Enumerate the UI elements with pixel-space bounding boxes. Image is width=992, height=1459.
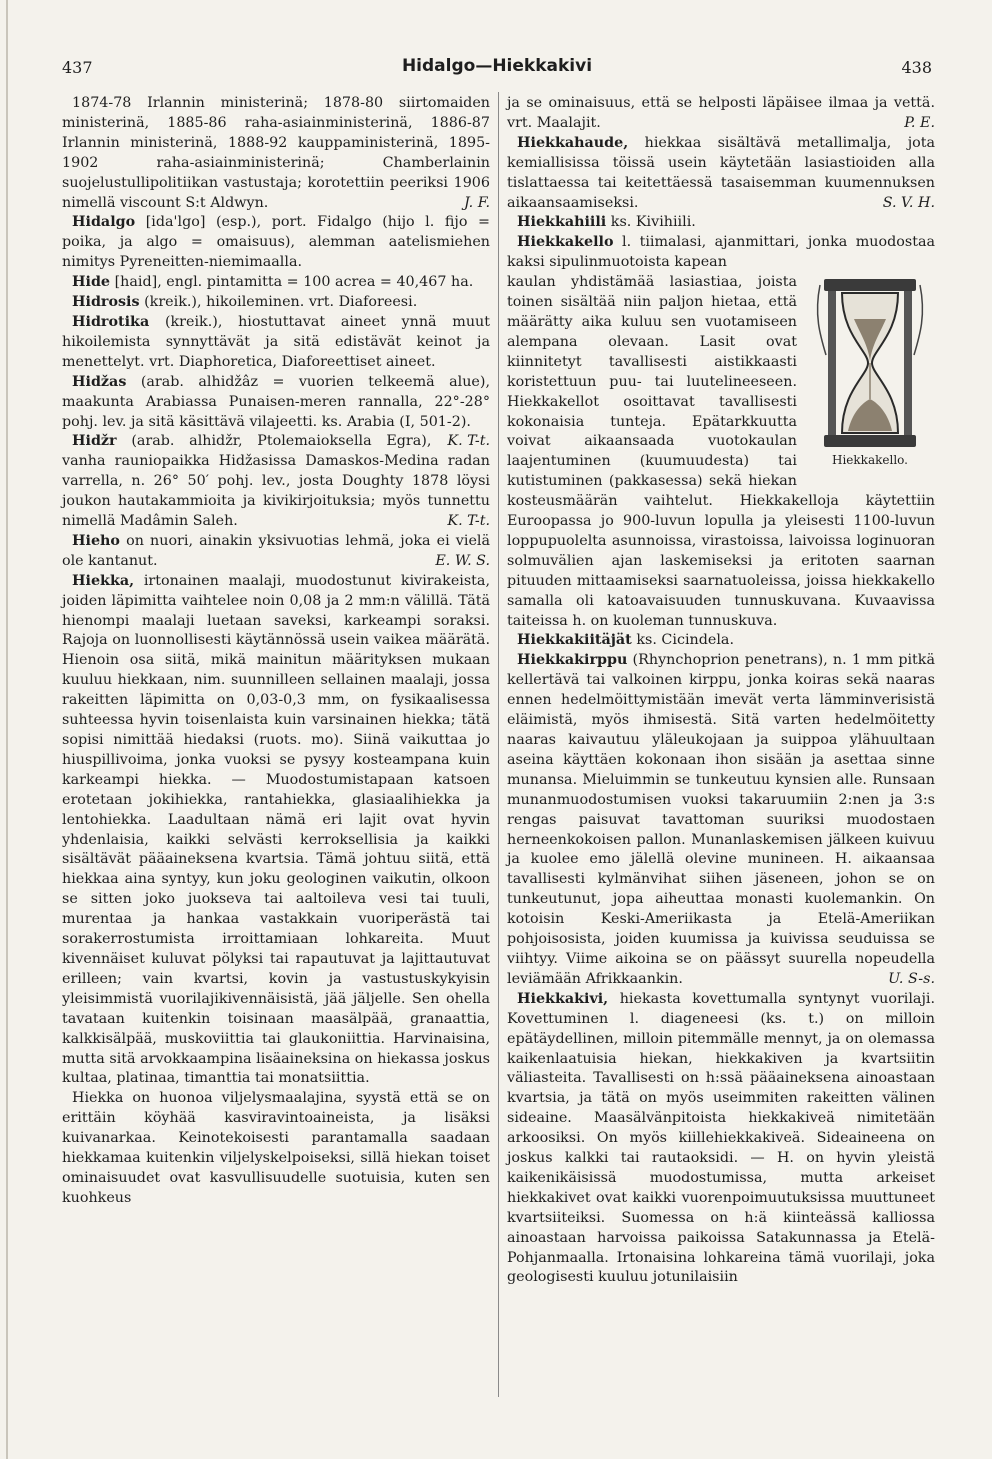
entry-paragraph: [62, 572, 490, 1090]
entry-text: hiekkaa sisältävä metallimalja, jota kemiallisissa töissä usein käytetään lasiastioiden alla tislattaessa tai keitettäessä tasaisemman kuumennuksen aikaansaamiseksi.: [507, 134, 935, 211]
entry-paragraph-hiekkakello-continued: kaulan yhdistämää lasiastiaa, joista toinen sisältää niin paljon hietaa, että määrätty aika kuluu sen vuotamiseen alempana olevaan. Lasit ovat kiinnitetyt tavallisesti aistikkaasti koristettuun puu- tai luutelineeseen. Hiekkakellot osoittavat tavallisesti kokonaisia tunteja. Epätarkkuutta voivat aikaansaada vuotokaulan laajentuminen (kuumuudesta) tai kutistuminen (pakkasessa) sekä hiekan kosteusmäärän vaihtelut. Hiekkakelloja käytettiin Euroopassa jo 900-luvun lopulla ja yleisesti 1100-luvun loppupuolelta asunnoissa, virastoissa, laivoissa loginuoran solmuvälien ajan laskemiseksi ja eritoten saarnan pituuden mittaamiseksi saarnatuoleissa, joissa hiekkakello samalla oli katoavaisuuden tunnuskuvana. Kuvaavissa taiteissa h. on kuoleman tunnuskuva.: [507, 274, 935, 629]
entry-paragraph: [507, 213, 935, 233]
entry-text: hiekasta kovettumalla syntynyt vuorilaji. Kovettuminen l. diageneesi (ks. t.) on milloin epätäydellinen, milloin pitemmälle mennyt, ja on olemassa kaikenlaatuisia hiekan, hiekkakiven ja kvartsiitin väliasteita. Tavallisesti on h:ssä pääaineksena ainoastaan kvartsia, ja tätä on myös useimmiten rakeitten välinen sideaine. Maasälvänpitoista hiekkakiveä nimitetään arkoosiksi. On myös kiillehiekkakiveä. Sideaineena on joskus kalkki tai rautaoksidi. — H. on hyvin yleistä kaikenikäisissä muodostumissa, mutta arkeiset hiekkakivet ovat kaikki vuorenpoimuutuksissa muuttuneet kvartsiiteiksi. Suomessa on h:ä kiinteässä kalliossa ainoastaan harvoissa paikoissa Satakunnassa ja Etelä-Pohjanmaalla. Irtonaisina lohkareina tämä vuorilaji, joka geologisesti kuuluu jotunilaisiin: [507, 990, 935, 1286]
entry-paragraph: [62, 273, 490, 293]
entry-headword: Hidalgo: [72, 214, 136, 231]
entry-text: (Rhynchoprion penetrans), n. 1 mm pitkä kellertävä tai valkoinen kirppu, jonka koiras sekä naaras ennen hedelmöittymistään imevät verta lämminverisistä eläimistä, myös ihmisestä. Sitä varten hedelmöitetty naaras kaivautuu yläleukojaan ja suippoa ylähuultaan aseina käyttäen kokonaan ihon sisään ja asettaa sinne munansa. Mieluimmin se tunkeutuu kynsien alle. Runsaan munanmuodostumisen vuoksi takaruumiin 2:nen ja 3:s rengas paisuvat tavattoman suuriksi muodostaen herneenkokoisen pallon. Munanlaskemisen jälkeen kuivuu ja kuolee emo jälellä olevine munineen. H. aikaansaa tavallisesti kylmänvihat siihen jäseneen, johon se on tunkeutunut, jopa aiheuttaa monasti kuolemankin. On kotoisin Keski-Ameriikasta ja Etelä-Ameriikan pohjoisosista, joiden kuumissa ja kuivissa seuduissa se viihtyy. Viime aikoina se on päässyt suurella nopeudella leviämään Afrikkaankin.: [507, 652, 935, 987]
entry-headword: Hiekka,: [72, 572, 135, 589]
entry-paragraph: [62, 532, 490, 572]
entry-text: ks. Kivihiili.: [610, 214, 696, 231]
entry-paragraph: [507, 134, 935, 214]
author-signature: U. S-s.: [888, 970, 935, 987]
hourglass-icon: [810, 275, 930, 451]
hourglass-figure: [805, 275, 935, 483]
entry-paragraph: [507, 631, 935, 651]
entry-text: [haid], engl. pintamitta = 100 acrea = 40,467 ha.: [114, 274, 474, 291]
author-signature: J. F.: [464, 194, 490, 211]
entry-paragraph: [507, 233, 935, 273]
page-edge: [6, 0, 8, 1459]
entry-headword: Hiekkakirppu: [517, 652, 628, 669]
right-column: [507, 94, 935, 1288]
author-signature: S. V. H.: [882, 194, 935, 211]
author-signature: P. E.: [904, 114, 935, 131]
page-number-left: 437: [62, 58, 93, 77]
entry-paragraph: [62, 432, 490, 532]
entry-headword: Hidrosis: [72, 294, 140, 311]
entry-text: irtonainen maalaji, muodostunut kivirakeista, joiden läpimitta vaihtelee noin 0,08 ja 2 mm:n välillä. Tätä hienompi maalaji luetaan saveksi, karkeampi soraksi. Rajoja on luonnollisesti käytännössä usein vaikea määrätä. Hienoin osa siitä, mikä mainitun määrityksen mukaan kuuluu hiekkaan, nim. suunnilleen sellainen maalaji, jossa rakeitten läpimitta on 0,03-0,3 mm, on fysikaalisessa suhteessa hyvin toisenlaista kuin varsinainen hiekka; tätä sopisi nimittää hiedaksi (ruots. mo). Siinä vaikuttaa jo hiuspillivoima, jonka vuoksi se pysyy kosteampana kuin karkeampi hiekka. — Muodostumistapaan katsoen erotetaan jokihiekka, rantahiekka, glasiaalihiekka ja lentohiekka. Laadultaan nämä eri lajit ovat hyvin yhdenlaisia, kaikki selvästi kerroksellisia ja kaikki sisältävät pääaineksena kvartsia. Tämä johtuu siitä, että hiekkaa aina syntyy, kun joku geologinen vaikutin, olkoon se sitten joko juokseva tai aaltoileva vesi tai tuuli, murentaa ja hankaa vastakkain vuoriperästä tai sorakerrostumista irroittamiaan lohkareita. Muut kivennäiset kuluvat pölyksi tai rapautuvat ja lajittautuvat erilleen; vain kvartsi, kovin ja vastustuskykyisin yleisimmistä vuorilajikivennäisistä, jää jäljelle. Sen ohella tavataan kuitenkin toisinaan maasälpää, granaattia, kalkkisälpää, muskoviittia tai glaukoniittia. Harvinaisina, mutta sitä arvokkaampina lisäaineksina on hiekassa joskus kultaa, platinaa, timanttia tai monatsiittia.: [62, 572, 491, 1087]
entry-paragraph: [507, 990, 935, 1289]
entry-headword: Hidžas: [72, 373, 127, 390]
page-number-right: 438: [901, 58, 932, 77]
entry-headword: Hiekkakivi,: [517, 990, 609, 1007]
entry-headword: Hiekkakiitäjät: [517, 632, 632, 649]
entry-paragraph: [507, 651, 935, 989]
entry-headword: Hieho: [72, 532, 120, 549]
author-signature: K. T-t.: [447, 433, 490, 450]
entry-text: Hiekka on huonoa viljelysmaalajina, syystä että se on erittäin köyhää kasviravintoaineista, ja lisäksi kuivanarkaa. Keinotekoisesti parantamalla saadaan hiekkamaa kuitenkin viljelyskelpoiseksi, sillä hiekan toiset ominaisuudet ovat kasvullisuudelle suotuisia, kuten sen kuohkeus: [62, 1090, 490, 1206]
entry-text: (kreik.), hikoileminen. vrt. Diaforeesi.: [144, 294, 418, 311]
running-title: Hidalgo—Hiekkakivi: [401, 56, 593, 76]
entry-paragraph: [62, 213, 490, 273]
entry-text: (arab. alhidžr, Ptolemaioksella Egra), vanha rauniopaikka Hidžasissa Damaskos-Medina radan varrella, n. 26° 50′ pohj. lev., josta Doughty 1878 löysi joukon hautakammioita ja kivikirjoituksia; myös tunnettu nimellä Madâmin Saleh.: [62, 433, 490, 530]
entry-headword: Hiekkahiili: [517, 214, 607, 231]
entry-text: on nuori, ainakin yksivuotias lehmä, joka ei vielä ole kantanut.: [62, 532, 490, 569]
entry-paragraph: [62, 313, 490, 373]
entry-paragraph: [507, 94, 935, 134]
entry-text: l. tiimalasi, ajanmittari, jonka muodostaa kaksi sipulinmuotoista kapean: [507, 234, 936, 271]
entry-paragraph: [62, 1089, 490, 1208]
entry-text: 1874-78 Irlannin ministerinä; 1878-80 siirtomaiden ministerinä, 1885-86 raha-asiainministerinä, 1886-87 Irlannin ministerinä, 1888-92 kauppaministerinä, 1895-1902 raha-asiainministerinä; Chamberlainin suojelustullipolitiikan vastustaja; korotettiin peeriksi 1906 nimellä viscount S:t Aldwyn.: [62, 95, 490, 211]
author-signature: E. W. S.: [435, 552, 490, 569]
entry-paragraph: [62, 94, 490, 213]
column-divider: [498, 92, 499, 1397]
entry-text: ja se ominaisuus, että se helposti läpäisee ilmaa ja vettä. vrt. Maalajit.: [507, 95, 935, 131]
entry-text: [ida'lgo] (esp.), port. Fidalgo (hijo l. fijo = poika, ja algo = omaisuus), alemman aatelismiehen nimitys Pyreneitten-niemimaalla.: [62, 214, 490, 271]
running-header: [62, 58, 932, 82]
entry-headword: Hidrotika: [72, 313, 150, 330]
entry-text: (arab. alhidžâz = vuorien telkeemä alue), maakunta Arabiassa Punaisen-meren rannalla, 22°-28° pohj. lev. ja sitä käsittävä vilajeetti. ks. Arabia (I, 501-2).: [62, 373, 491, 430]
entry-headword: Hide: [72, 274, 111, 291]
entry-headword: Hiekkahaude,: [517, 134, 629, 151]
entry-paragraph: [62, 293, 490, 313]
entry-text: (kreik.), hiostuttavat aineet ynnä muut hikoilemista synnyttävät ja sitä edistävät keinot ja menettelyt. vrt. Diaphoretica, Diaforeettiset aineet.: [62, 313, 490, 370]
entry-headword: Hiekkakello: [517, 234, 614, 251]
left-column: [62, 94, 490, 1209]
figure-caption: Hiekkakello.: [832, 453, 908, 468]
author-signature: K. T-t.: [447, 513, 490, 530]
entry-text: ks. Cicindela.: [636, 632, 734, 649]
entry-headword: Hidžr: [72, 433, 117, 450]
